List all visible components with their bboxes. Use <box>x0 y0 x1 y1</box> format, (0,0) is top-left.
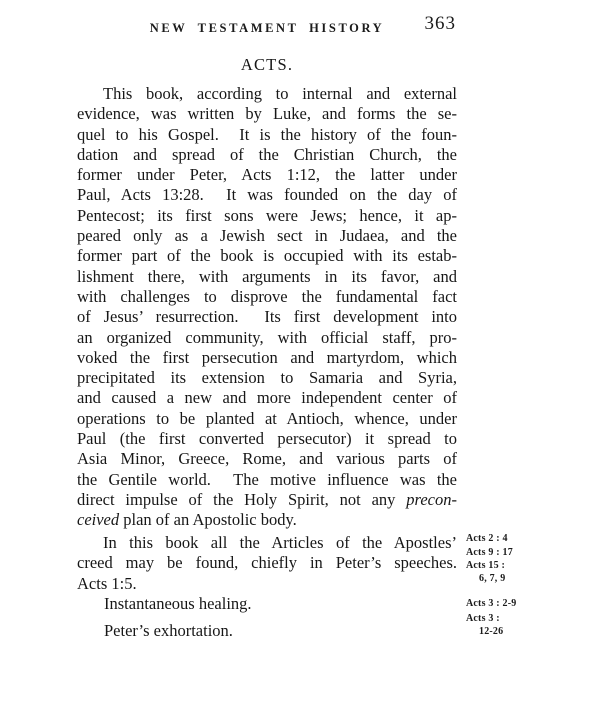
text-line <box>77 165 457 185</box>
text-segment: former under Peter, Acts 1:12, the latter under <box>77 165 457 185</box>
text-line <box>77 368 457 388</box>
text-line <box>77 145 457 165</box>
text-segment: Pentecost; its first sons were Jews; hence, it ap- <box>77 205 457 225</box>
italic-text-segment: precon- <box>406 489 457 509</box>
page-title: ACTS. <box>240 55 294 74</box>
text-segment: This book, according to internal and external <box>103 84 457 103</box>
margin-note <box>466 546 554 559</box>
text-line <box>77 429 457 449</box>
text-line <box>77 409 457 429</box>
margin-note <box>466 597 554 610</box>
text-segment: and caused a new and more independent center of <box>77 388 457 408</box>
text-segment: Paul, Acts 13:28. It was founded on the day of <box>77 185 457 205</box>
text-segment: the Gentile world. The motive influence was the <box>77 469 457 489</box>
text-segment: In this book all the Articles of the Apostles’ <box>103 533 457 552</box>
scripture-reference: 6, 7, 9 <box>479 573 506 584</box>
scripture-reference: Acts 9 : 17 <box>466 547 513 558</box>
text-segment: Paul (the first converted persecutor) it spread to <box>77 429 457 449</box>
text-segment: operations to be planted at Antioch, whence, under <box>77 408 457 428</box>
text-line <box>77 84 457 104</box>
running-header: NEW TESTAMENT HISTORY <box>149 21 385 35</box>
text-line <box>77 328 457 348</box>
text-line <box>77 226 457 246</box>
text-line <box>77 510 457 530</box>
text-line <box>77 388 457 408</box>
list-item-instantaneous-healing: Instantaneous healing. <box>104 594 252 613</box>
text-segment: peared only as a Jewish sect in Judaea, and the <box>77 226 457 246</box>
text-line <box>77 307 457 327</box>
text-segment: former part of the book is occupied with its estab- <box>77 246 457 266</box>
scripture-reference: 12-26 <box>479 626 504 637</box>
text-line <box>77 287 457 307</box>
italic-text-segment: ceived <box>77 510 120 530</box>
scripture-reference: Acts 3 : 2-9 <box>466 598 517 609</box>
text-segment: Acts 1:5. <box>77 573 137 593</box>
text-segment: of Jesus’ resurrection. Its first development into <box>77 307 457 327</box>
scripture-reference: Acts 15 : <box>466 560 506 571</box>
margin-note <box>466 532 554 545</box>
text-line <box>77 267 457 287</box>
text-line <box>77 574 457 594</box>
text-segment: direct impulse of the Holy Spirit, not any <box>77 489 407 509</box>
paragraph-acts-overview <box>77 84 457 531</box>
text-line <box>77 553 457 573</box>
text-line <box>77 348 457 368</box>
text-line <box>77 533 457 553</box>
scripture-reference: Acts 2 : 4 <box>466 533 508 544</box>
list-item-peters-exhortation: Peter’s exhortation. <box>104 621 233 640</box>
text-line <box>77 206 457 226</box>
text-segment: dation and spread of the Christian Church, the <box>77 144 457 164</box>
text-segment: with challenges to disprove the fundamental fact <box>77 286 457 306</box>
text-segment: evidence, was written by Luke, and forms the se- <box>77 104 457 124</box>
text-segment: voked the first persecution and martyrdom, which <box>77 347 457 367</box>
text-segment: lishment there, with arguments in its favor, and <box>77 266 457 286</box>
text-segment: creed may be found, chiefly in Peter’s speeches. <box>77 553 457 573</box>
scripture-reference: Acts 3 : <box>466 613 500 624</box>
margin-note <box>466 612 554 638</box>
text-line <box>77 125 457 145</box>
page-number: 363 <box>424 13 456 34</box>
text-line <box>77 246 457 266</box>
paragraph-apostles-creed <box>77 533 457 594</box>
text-segment: an organized community, with official staff, pro- <box>77 327 457 347</box>
margin-note <box>466 559 554 585</box>
text-line <box>77 470 457 490</box>
text-segment: plan of an Apostolic body. <box>119 510 297 530</box>
text-line <box>77 449 457 469</box>
text-segment: quel to his Gospel. It is the history of the foun- <box>77 124 457 144</box>
text-segment: precipitated its extension to Samaria and Syria, <box>77 368 457 388</box>
text-segment: Asia Minor, Greece, Rome, and various parts of <box>77 449 457 469</box>
text-line <box>77 185 457 205</box>
text-line <box>77 490 457 510</box>
text-line <box>77 104 457 124</box>
